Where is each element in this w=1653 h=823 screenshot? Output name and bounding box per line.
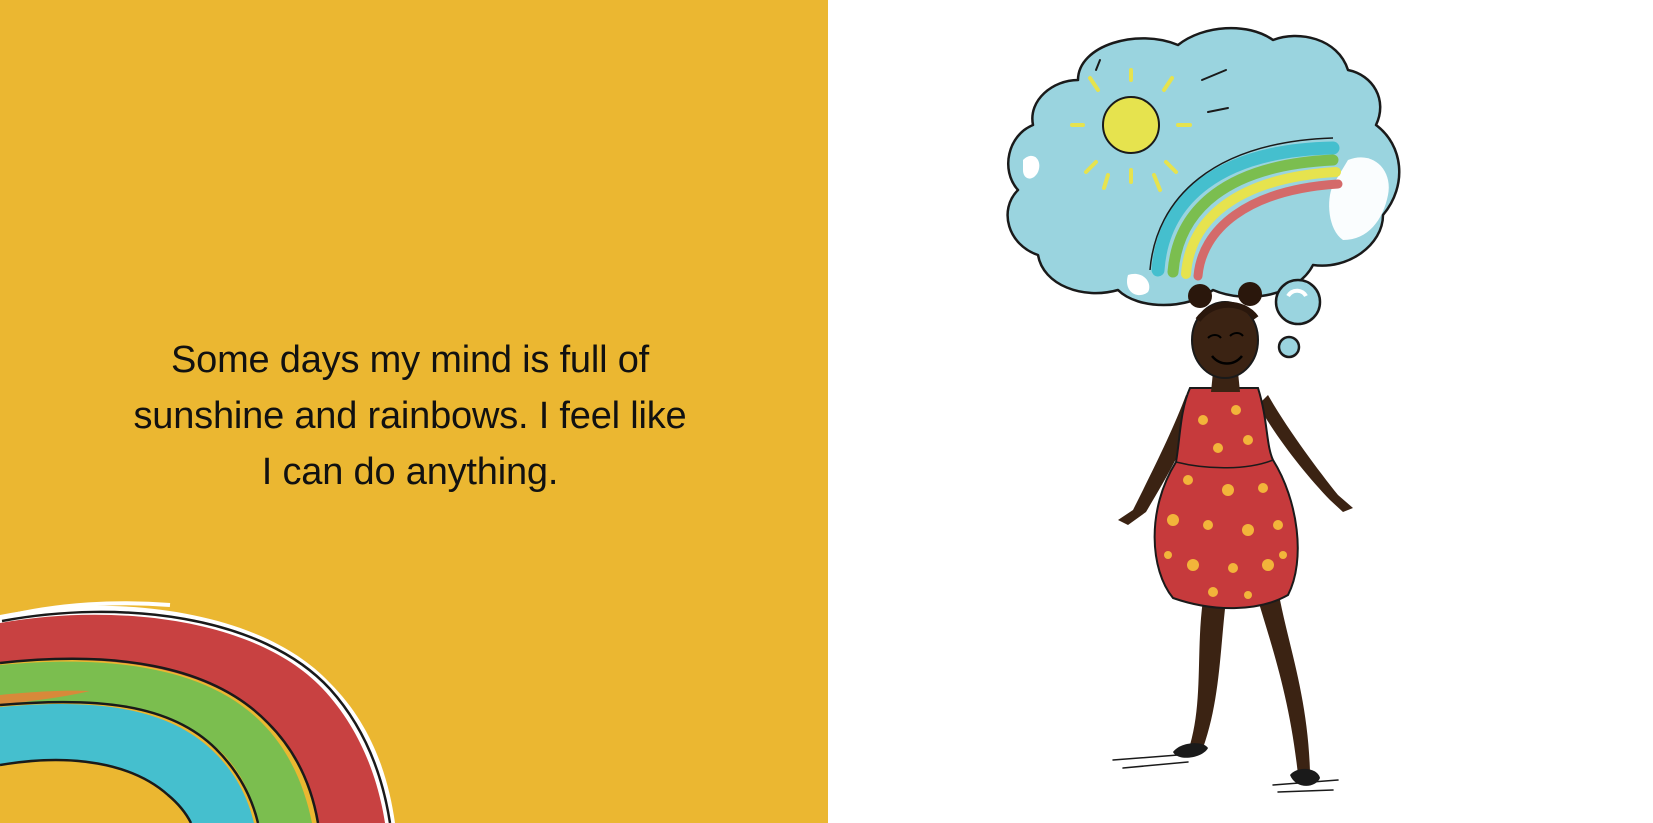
story-line-2: sunshine and rainbows. I feel like [133,395,687,437]
girl-illustration [828,0,1653,823]
story-text [60,332,760,500]
story-line-1: Some days my mind is full of [170,339,649,381]
right-page [828,0,1653,823]
corner-rainbow-icon [0,573,420,823]
thought-bubble-icon [1008,28,1400,357]
story-line-3: I can do anything. [261,451,559,493]
girl-figure [1113,282,1353,792]
